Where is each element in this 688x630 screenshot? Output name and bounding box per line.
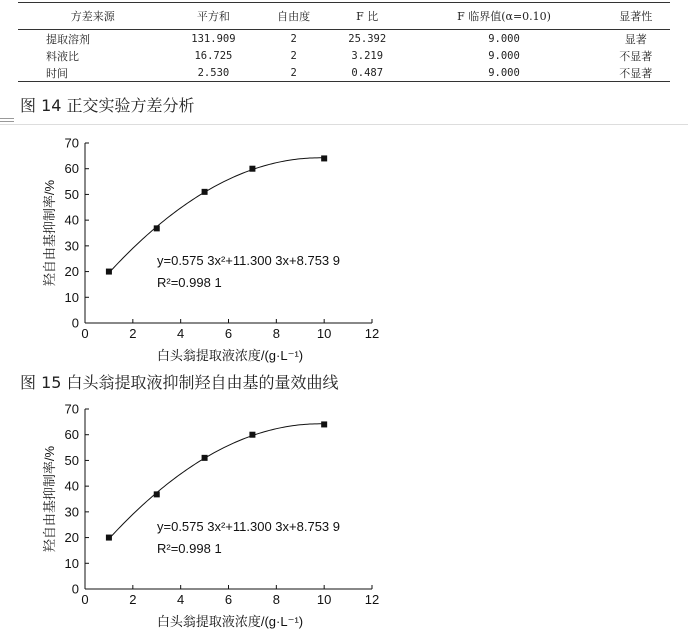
y-tick-label: 30 <box>64 238 79 254</box>
y-tick-label: 60 <box>64 427 79 443</box>
x-tick-label: 6 <box>224 592 233 607</box>
anova-table <box>18 2 670 82</box>
table-header-row <box>18 3 670 30</box>
header-f-critical: F 临界值(α=0.10) <box>457 10 551 23</box>
data-point <box>249 166 255 172</box>
cell-f-ratio: 25.392 <box>348 32 387 45</box>
header-source: 方差来源 <box>70 10 115 23</box>
header-sum-squares: 平方和 <box>196 10 230 23</box>
y-tick-label: 40 <box>64 478 79 494</box>
x-tick-label: 2 <box>129 592 137 607</box>
cell-sum-squares: 131.909 <box>191 32 236 45</box>
x-tick-label: 6 <box>224 326 233 341</box>
divider-line <box>0 124 688 125</box>
x-tick-label: 4 <box>177 326 185 341</box>
cell-source: 提取溶剂 <box>46 32 90 46</box>
table-row <box>18 47 670 64</box>
y-tick-label: 10 <box>64 289 79 305</box>
x-tick-label: 12 <box>364 326 380 341</box>
y-axis-title: 羟自由基抑制率/% <box>42 179 57 287</box>
header-significance: 显著性 <box>619 10 653 23</box>
cell-f-ratio: 3.219 <box>351 49 384 62</box>
cell-dof: 2 <box>290 32 297 45</box>
cell-sum-squares: 2.530 <box>197 66 230 79</box>
cell-dof: 2 <box>290 49 297 62</box>
cell-f-critical: 9.000 <box>488 49 520 62</box>
y-axis-title: 羟自由基抑制率/% <box>42 445 57 553</box>
x-axis-title: 白头翁提取液浓度/(g·L⁻¹) <box>156 348 304 363</box>
fit-equation: y=0.575 3x²+11.300 3x+8.753 9 <box>157 519 340 534</box>
r-squared-label: R²=0.998 1 <box>157 541 222 556</box>
header-dof: 自由度 <box>277 10 311 23</box>
data-point <box>154 491 160 497</box>
fit-equation: y=0.575 3x²+11.300 3x+8.753 9 <box>157 253 340 268</box>
x-tick-label: 4 <box>177 592 185 607</box>
y-tick-label: 70 <box>64 401 79 417</box>
cell-significance: 不显著 <box>619 66 653 80</box>
data-point <box>106 269 112 275</box>
figure-14-caption: 图 14 正交实验方差分析 <box>20 96 195 115</box>
y-tick-label: 50 <box>64 186 79 202</box>
figure-15-caption: 图 15 白头翁提取液抑制羟自由基的量效曲线 <box>20 373 339 392</box>
table-row <box>18 64 670 82</box>
chart-2 <box>0 396 688 630</box>
data-point <box>154 225 160 231</box>
y-tick-label: 30 <box>64 504 79 520</box>
x-tick-label: 10 <box>316 326 332 341</box>
x-tick-label: 8 <box>272 326 280 341</box>
y-tick-label: 0 <box>71 581 79 597</box>
anova-table-container <box>18 2 670 82</box>
x-tick-label: 8 <box>272 592 280 607</box>
cell-sum-squares: 16.725 <box>194 49 233 62</box>
y-tick-label: 20 <box>64 530 79 546</box>
x-tick-label: 10 <box>316 592 332 607</box>
x-tick-label: 12 <box>364 592 380 607</box>
data-point <box>202 455 208 461</box>
header-f-ratio: F 比 <box>356 10 379 23</box>
cell-significance: 显著 <box>624 32 647 46</box>
cell-f-critical: 9.000 <box>488 66 520 79</box>
data-point <box>321 421 327 427</box>
cell-f-ratio: 0.487 <box>351 66 384 79</box>
data-point <box>249 432 255 438</box>
x-tick-label: 0 <box>81 592 89 607</box>
r-squared-label: R²=0.998 1 <box>157 275 222 290</box>
x-tick-label: 0 <box>81 326 89 341</box>
data-point <box>321 155 327 161</box>
y-tick-label: 20 <box>64 264 79 280</box>
y-tick-label: 40 <box>64 212 79 228</box>
chart-1 <box>0 130 688 368</box>
y-tick-label: 60 <box>64 161 79 177</box>
cell-source: 料液比 <box>46 49 79 63</box>
data-point <box>202 189 208 195</box>
x-axis-title: 白头翁提取液浓度/(g·L⁻¹) <box>156 614 304 629</box>
y-tick-label: 70 <box>64 135 79 151</box>
cell-dof: 2 <box>290 66 297 79</box>
y-tick-label: 10 <box>64 555 79 571</box>
y-tick-label: 0 <box>71 315 79 331</box>
y-tick-label: 50 <box>64 452 79 468</box>
cell-f-critical: 9.000 <box>488 32 520 45</box>
cell-significance: 不显著 <box>619 49 653 63</box>
x-tick-label: 2 <box>129 326 137 341</box>
table-row <box>18 30 670 48</box>
data-point <box>106 535 112 541</box>
cell-source: 时间 <box>46 66 68 80</box>
